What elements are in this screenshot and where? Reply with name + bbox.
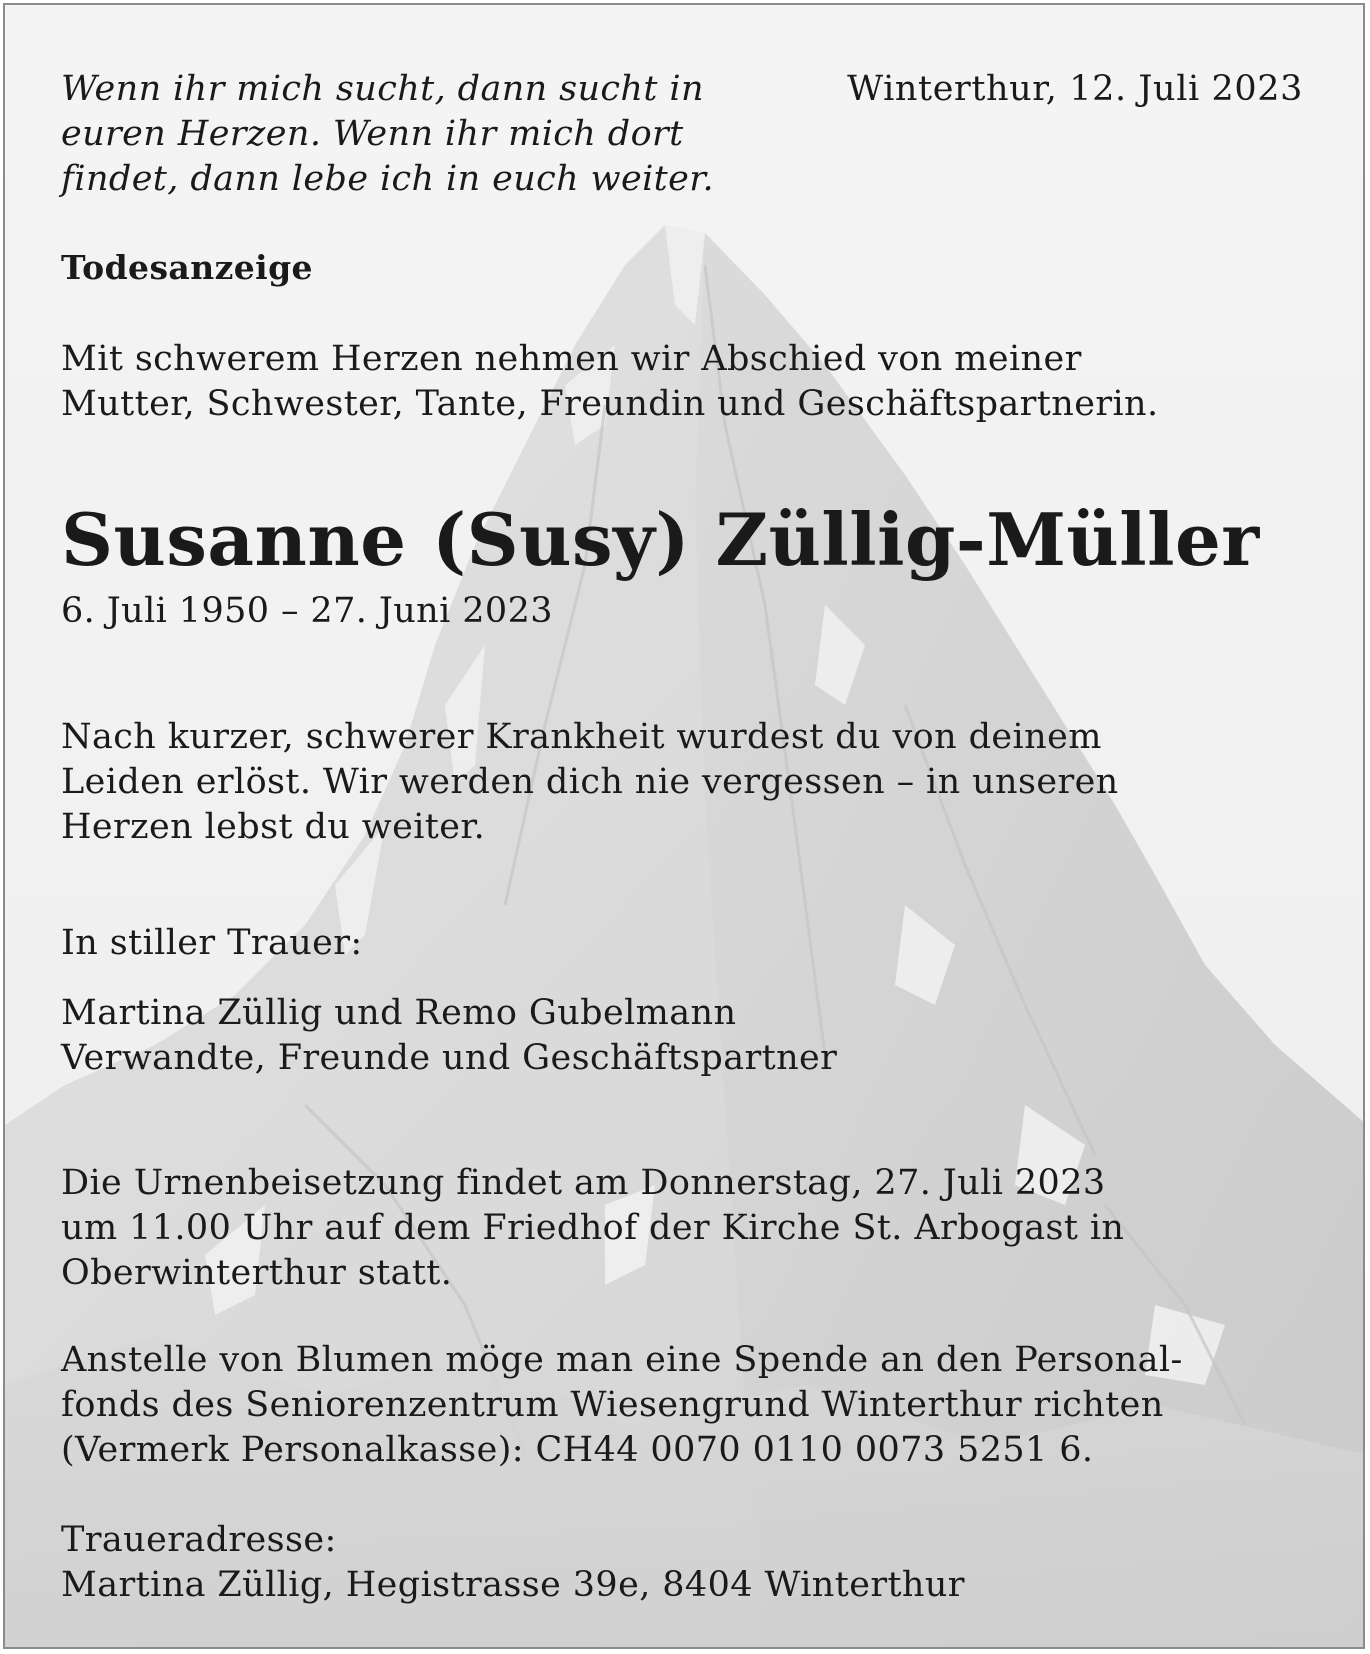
place-and-date: Winterthur, 12. Juli 2023	[847, 69, 1303, 109]
donation-line: Anstelle von Blumen möge man eine Spende an den Personal-	[61, 1340, 1183, 1380]
mourners-line: Martina Züllig und Remo Gubelmann	[61, 993, 737, 1033]
life-dates: 6. Juli 1950 – 27. Juni 2023	[61, 591, 553, 631]
quote-line: euren Herzen. Wenn ihr mich dort	[61, 114, 684, 154]
mourners-list	[61, 991, 837, 1081]
mourning-label: In stiller Trauer:	[61, 923, 363, 963]
quote-line: findet, dann lebe ich in euch weiter.	[61, 159, 715, 199]
obituary-notice	[3, 3, 1365, 1649]
deceased-name: Susanne (Susy) Züllig-Müller	[61, 497, 1260, 582]
donation-paragraph	[61, 1338, 1183, 1473]
tribute-line: Herzen lebst du weiter.	[61, 807, 486, 847]
intro-paragraph	[61, 337, 1159, 427]
tribute-paragraph	[61, 715, 1119, 850]
donation-line: (Vermerk Personalkasse): CH44 0070 0110 0073 5251 6.	[61, 1430, 1094, 1470]
notice-label: Todesanzeige	[61, 248, 313, 287]
address-label: Traueradresse:	[61, 1520, 337, 1560]
donation-line: fonds des Seniorenzentrum Wiesengrund Winterthur richten	[61, 1385, 1164, 1425]
tribute-line: Nach kurzer, schwerer Krankheit wurdest du von deinem	[61, 717, 1102, 757]
tribute-line: Leiden erlöst. Wir werden dich nie vergessen – in unseren	[61, 762, 1119, 802]
ceremony-line: um 11.00 Uhr auf dem Friedhof der Kirche St. Arbogast in	[61, 1208, 1125, 1248]
ceremony-line: Die Urnenbeisetzung findet am Donnerstag, 27. Juli 2023	[61, 1163, 1106, 1203]
mourners-line: Verwandte, Freunde und Geschäftspartner	[61, 1038, 838, 1078]
intro-line: Mit schwerem Herzen nehmen wir Abschied von meiner	[61, 339, 1082, 379]
memorial-quote	[61, 67, 714, 202]
ceremony-line: Oberwinterthur statt.	[61, 1253, 453, 1293]
mourning-address: Martina Züllig, Hegistrasse 39e, 8404 Winterthur	[61, 1565, 965, 1605]
ceremony-paragraph	[61, 1161, 1124, 1296]
quote-line: Wenn ihr mich sucht, dann sucht in	[61, 69, 704, 109]
intro-line: Mutter, Schwester, Tante, Freundin und Geschäftspartnerin.	[61, 384, 1159, 424]
